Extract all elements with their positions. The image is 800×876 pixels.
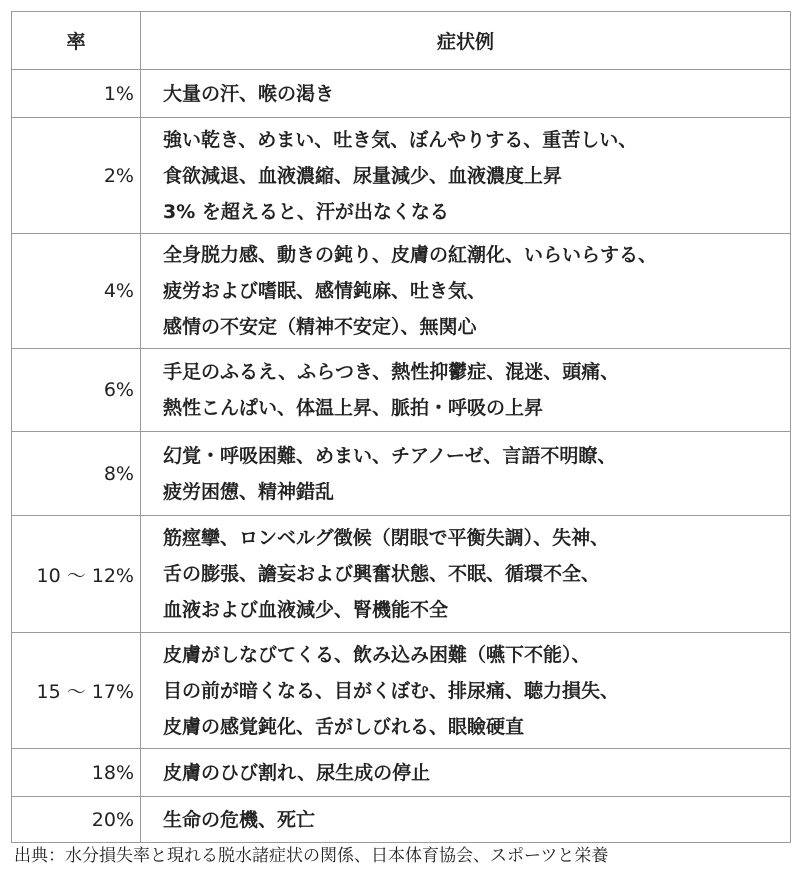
symptom-line: 皮膚がしなびてくる、飲み込み困難（嚥下不能）、 xyxy=(163,643,591,666)
symptom-line: 疲労および嗜眠、感情鈍麻、吐き気、 xyxy=(163,280,487,302)
symptom-cell xyxy=(141,118,791,234)
table-row xyxy=(12,797,791,843)
table-row xyxy=(12,70,791,118)
symptom-line: 感情の不安定（精神不安定）、無関心 xyxy=(163,316,477,338)
table-row xyxy=(12,516,791,633)
rate-cell: 15 ～ 17% xyxy=(12,633,141,749)
rate-cell: 8% xyxy=(12,432,141,516)
rate-cell: 10 ～ 12% xyxy=(12,516,141,633)
source-citation: 出典：水分損失率と現れる脱水諸症状の関係、日本体育協会、スポーツと栄養 xyxy=(14,846,609,866)
symptom-line: 皮膚の感覚鈍化、舌がしびれる、眼瞼硬直 xyxy=(163,715,525,738)
header-symptoms: 症状例 xyxy=(141,12,791,70)
symptom-line: 熱性こんぱい、体温上昇、脈拍・呼吸の上昇 xyxy=(163,397,544,419)
symptom-line: 生命の危機、死亡 xyxy=(163,808,316,831)
header-rate: 率 xyxy=(12,12,141,70)
table-row xyxy=(12,349,791,432)
rate-cell: 18% xyxy=(12,749,141,797)
symptom-line: 手足のふるえ、ふらつき、熱性抑鬱症、混迷、頭痛、 xyxy=(163,361,620,383)
rate-cell: 4% xyxy=(12,234,141,349)
symptom-cell xyxy=(141,749,791,797)
symptom-cell xyxy=(141,797,791,843)
symptom-line: 舌の膨張、譫妄および興奮状態、不眠、循環不全、 xyxy=(163,563,601,585)
symptom-line: 筋痙攣、ロンベルグ徴候（閉眼で平衡失調）、失神、 xyxy=(163,527,610,549)
symptom-line: 皮膚のひび割れ、尿生成の停止 xyxy=(163,761,431,784)
symptom-line: 幻覚・呼吸困難、めまい、チアノーゼ、言語不明瞭、 xyxy=(163,444,617,467)
symptom-line: 強い乾き、めまい、吐き気、ぼんやりする、重苦しい、 xyxy=(163,128,638,151)
table-row xyxy=(12,118,791,234)
table-row xyxy=(12,633,791,749)
table-row xyxy=(12,432,791,516)
symptom-line: 大量の汗、喉の渇き xyxy=(163,82,335,105)
rate-cell: 20% xyxy=(12,797,141,843)
table-header-row xyxy=(12,12,791,70)
symptom-cell xyxy=(141,234,791,349)
symptom-cell xyxy=(141,633,791,749)
symptom-line: 3% を超えると、汗が出なくなる xyxy=(163,200,449,223)
symptom-line: 目の前が暗くなる、目がくぼむ、排尿痛、聴力損失、 xyxy=(163,679,620,702)
symptom-cell xyxy=(141,70,791,118)
symptom-line: 疲労困憊、精神錯乱 xyxy=(163,480,335,503)
symptom-cell xyxy=(141,349,791,432)
symptom-line: 全身脱力感、動きの鈍り、皮膚の紅潮化、いらいらする、 xyxy=(163,244,658,266)
symptom-line: 血液および血液減少、腎機能不全 xyxy=(163,599,449,621)
symptom-line: 食欲減退、血液濃縮、尿量減少、血液濃度上昇 xyxy=(163,164,563,187)
rate-cell: 2% xyxy=(12,118,141,234)
table-row xyxy=(12,234,791,349)
symptom-cell xyxy=(141,516,791,633)
table-row xyxy=(12,749,791,797)
rate-cell: 6% xyxy=(12,349,141,432)
symptom-cell xyxy=(141,432,791,516)
dehydration-symptoms-table xyxy=(11,11,791,843)
rate-cell: 1% xyxy=(12,70,141,118)
